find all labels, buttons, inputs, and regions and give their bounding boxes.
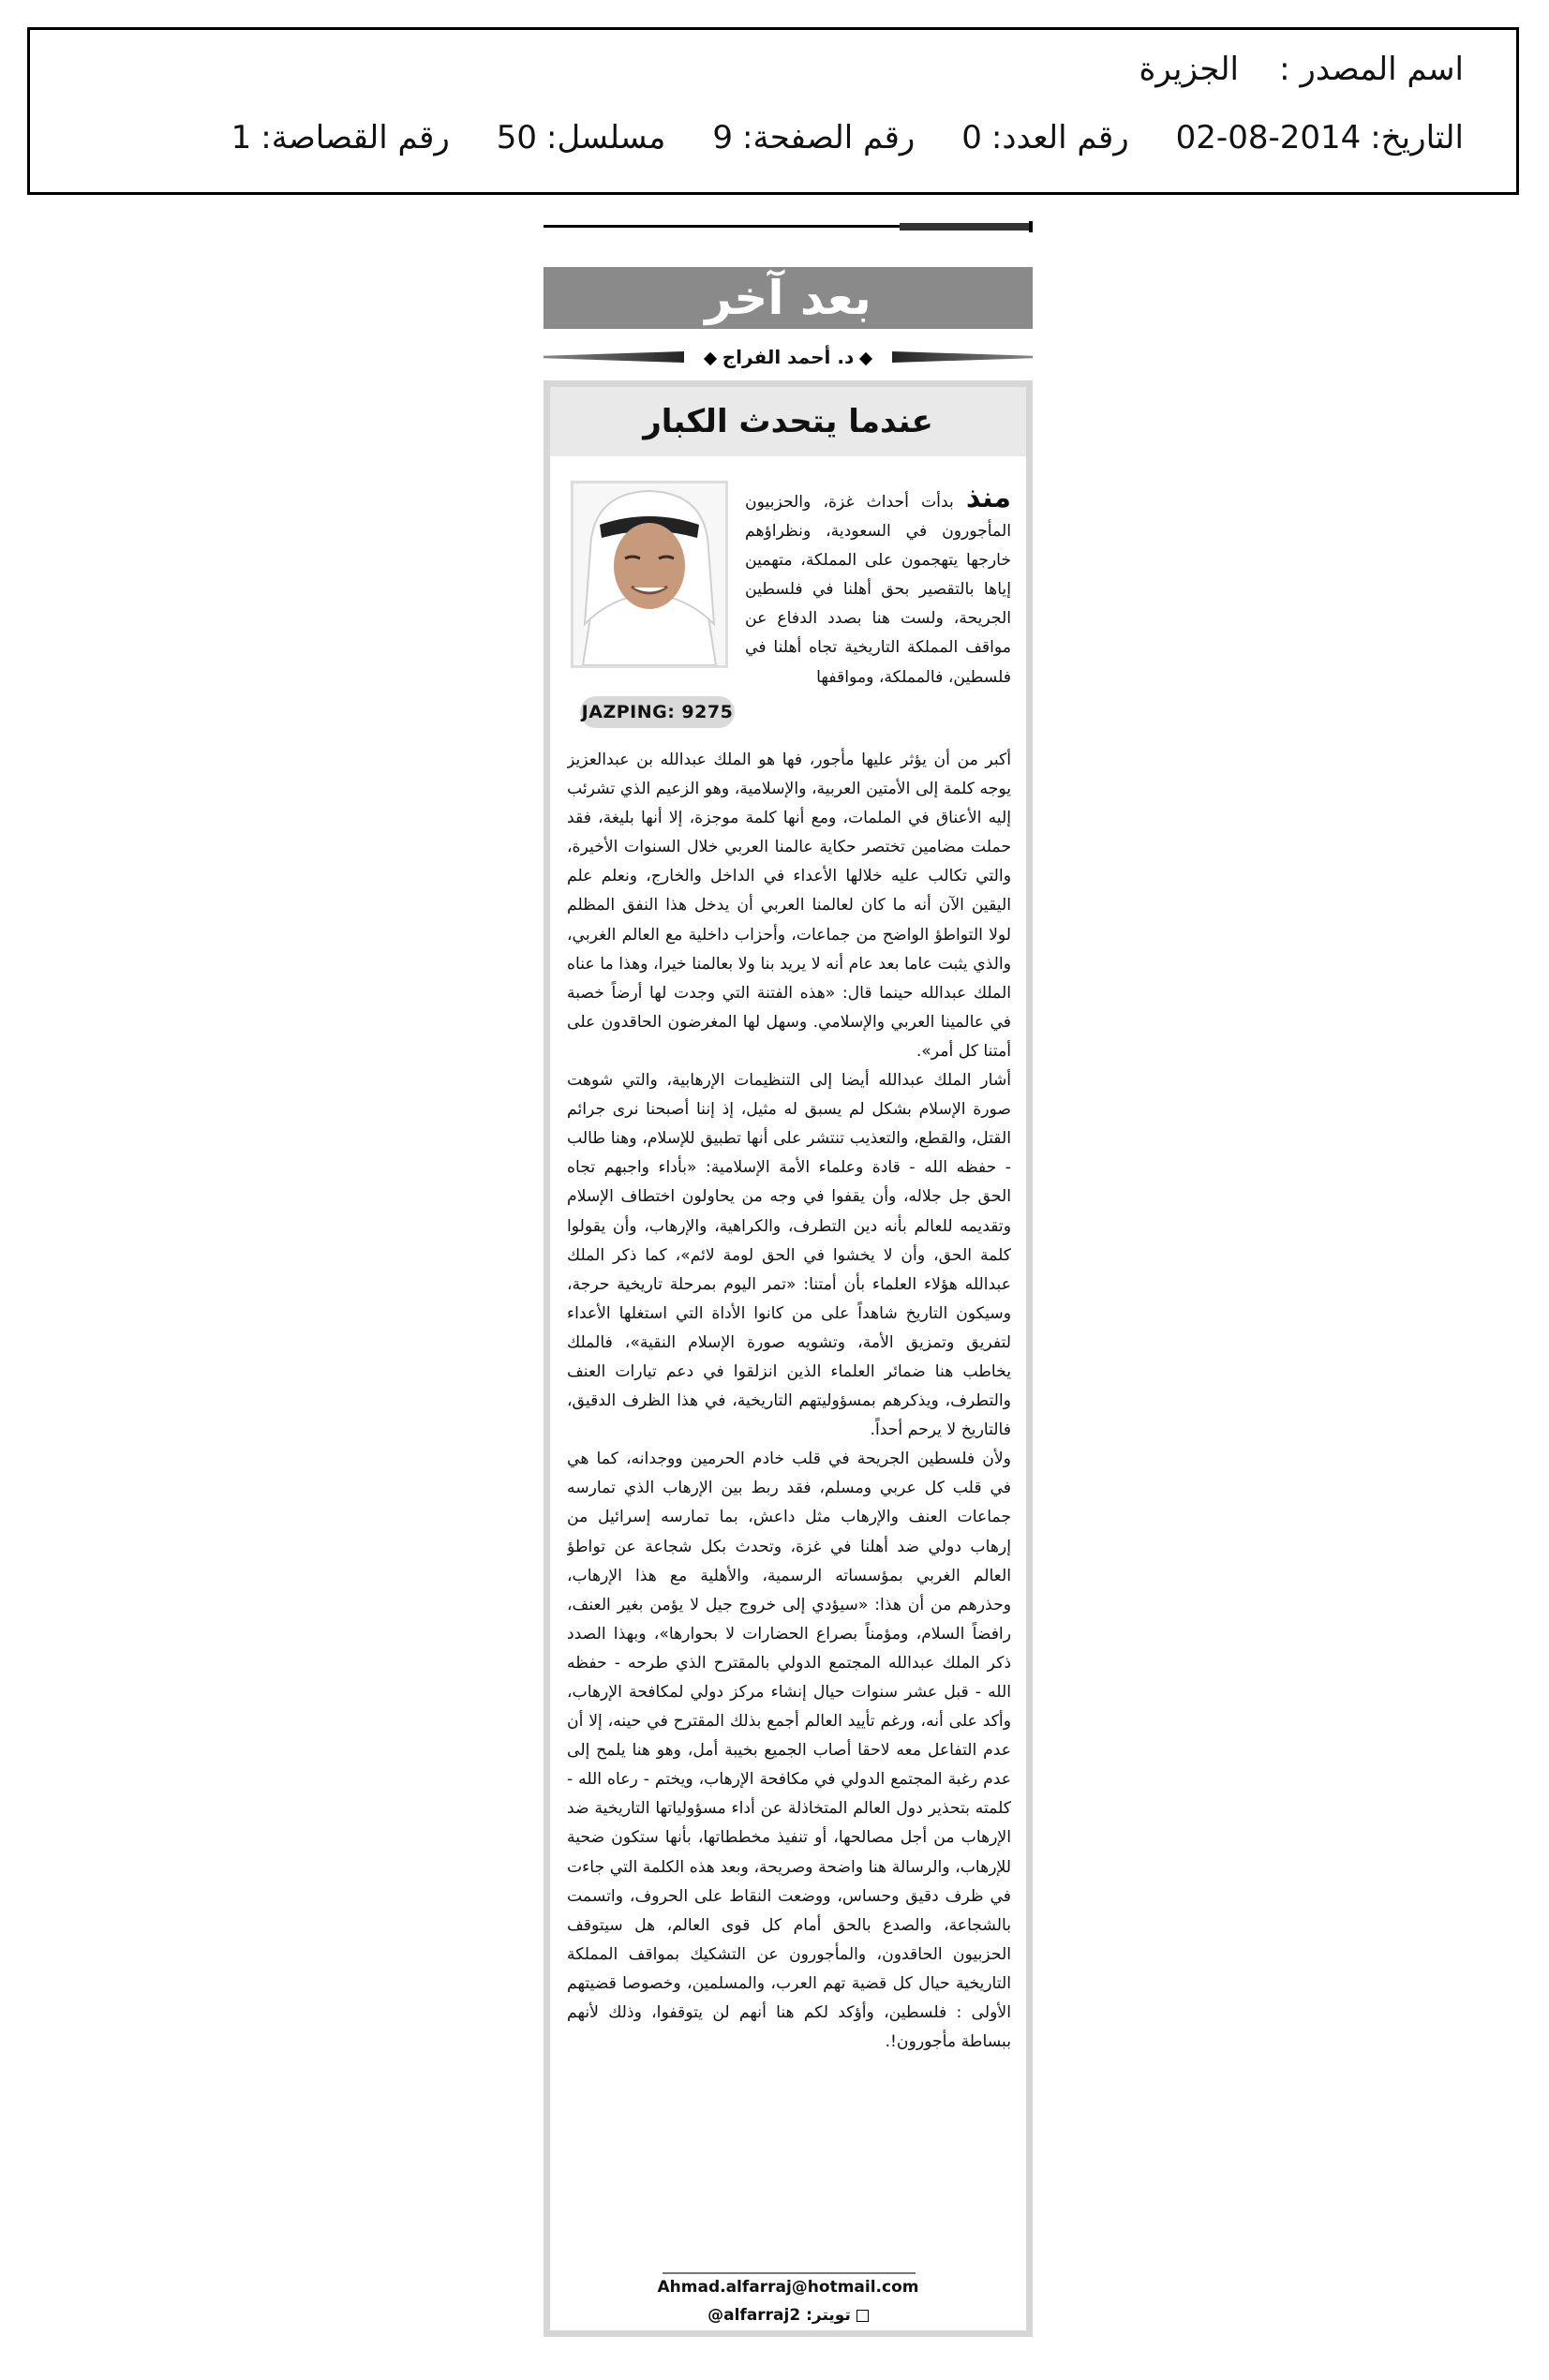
- author-portrait-icon: [573, 483, 725, 665]
- source-label: اسم المصدر :: [1279, 51, 1464, 88]
- checkbox-icon: [856, 2310, 869, 2322]
- article-intro-text: [745, 483, 1011, 746]
- diamond-icon: [859, 351, 872, 364]
- author-name: د. أحمد الفراج: [722, 346, 855, 368]
- clip-value: 1: [231, 119, 252, 156]
- issue-field: [961, 119, 1128, 156]
- column-name-banner: بعد آخر: [544, 267, 1033, 329]
- page-label: رقم الصفحة:: [742, 119, 916, 156]
- byline-wedge-right: [892, 351, 1033, 363]
- source-row: [1139, 51, 1464, 88]
- issue-value: 0: [961, 119, 982, 156]
- page-value: 9: [712, 119, 734, 156]
- byline-bar: [544, 344, 1033, 370]
- date-label: التاريخ:: [1370, 119, 1464, 156]
- clipping-top-rule-accent: [900, 223, 1033, 231]
- author-twitter: [550, 2306, 1026, 2325]
- date-value: 2014-08-02: [1175, 119, 1362, 156]
- intro-paragraph: بدأت أحداث غزة، والحزبيون المأجورون في السعودية، ونظراؤهم خارجها يتهجمون على المملكة، متهمين إياها بالتقصير بحق أهلنا في فلسطين الجريحة، ولست هنا بصدد الدفاع عن مواقف المملكة التاريخية تجاه أهلنا في فلسطين، فالمملكة، ومواقفها: [745, 493, 1011, 687]
- author-email: Ahmad.alfarraj@hotmail.com: [657, 2278, 919, 2297]
- paragraph-3: ولأن فلسطين الجريحة في قلب خادم الحرمين ووجدانه، كما هي في قلب كل عربي ومسلم، فقد ربط بين الإرهاب الذي تمارسه جماعات العنف والإرهاب مثل داعش، بما تمارسه إسرائيل من إرهاب دولي ضد أهلنا في غزة، وتحدث بكل شجاعة عن تواطؤ العالم الغربي بمؤسساته الرسمية، والأهلية مع هذا الإرهاب، وحذرهم من أن هذا: «سيؤدي إلى خروج جيل لا يؤمن بغير العنف، رافضاً السلام، ومؤمناً بصراع الحضارات لا بحوارها»، وبهذا الصدد ذكر الملك عبدالله المجتمع الدولي بالمقترح الذي طرحه - حفظه الله - قبل عشر سنوات حيال إنشاء مركز دولي لمكافحة الإرهاب، وأكد على أنه، ورغم تأييد العالم أجمع بذلك المقترح في حينه، إلا أن عدم التفاعل معه لاحقا أصاب الجميع بخيبة أمل، وهو هنا يلمح إلى عدم رغبة المجتمع الدولي في مكافحة الإرهاب، ويختم - رعاه الله - كلمته بتحذير دول العالم المتخاذلة عن أداء مسؤولياتها التاريخية ضد الإرهاب من أجل مصالحها، أو تنفيذ مخططاتها، بأنها ستكون ضحية للإرهاب، والرسالة هنا واضحة وصريحة، وبعد هذه الكلمة التي جاءت في ظرف دقيق وحساس، ووضعت النقاط على الحروف، واتسمت بالشجاعة، والصدع بالحق أمام كل قوى العالم، هل سيتوقف الحزبيون الحاقدون، والمأجورون عن التشكيك بمواقف المملكة التاريخية حيال كل قضية تهم العرب، والمسلمين، وخصوصا قضيتهم الأولى : فلسطين، وأؤكد لكم هنا أنهم لن يتوقفوا، وذلك لأنهم ببساطة مأجورون!.: [567, 1450, 1011, 2052]
- clipping-metadata-box: [27, 27, 1519, 195]
- dropcap: منذ: [965, 483, 1011, 514]
- byline-wedge-left: [544, 351, 684, 363]
- diamond-icon: [704, 351, 717, 364]
- article-frame: [544, 380, 1033, 2337]
- clip-label: رقم القصاصة:: [261, 119, 450, 156]
- byline: [684, 344, 892, 370]
- jazping-badge: JAZPING: 9275: [580, 696, 735, 728]
- paragraph-2: أشار الملك عبدالله أيضا إلى التنظيمات الإرهابية، والتي شوهت صورة الإسلام بشكل لم يسبق له مثيل، إذ إننا أصبحنا نرى جرائم القتل، والقطع، والتعذيب تنتشر على أنها تطبيق للإسلام، وهنا طالب - حفظه الله - قادة وعلماء الأمة الإسلامية: «بأداء واجبهم تجاه الحق جل جلاله، وأن يقفوا في وجه من يحاولون اختطاف الإسلام وتقديمه للعالم بأنه دين التطرف، والكراهية، والإرهاب، وأن يقولوا كلمة الحق، وأن لا يخشوا في الحق لومة لائم»، كما ذكر الملك عبدالله هؤلاء العلماء بأن أمتنا: «تمر اليوم بمرحلة تاريخية حرجة، وسيكون التاريخ شاهداً على من كانوا الأداة التي استغلها الأعداء لتفريق وتمزيق الأمة، وتشويه صورة الإسلام النقية»، فالملك يخاطب هنا ضمائر العلماء الذين انزلقوا في دعم تيارات العنف والتطرف، ويذكرهم بمسؤوليتهم التاريخية، في هذا الظرف الدقيق، فالتاريخ لا يرحم أحداً.: [567, 1071, 1011, 1440]
- clip-field: [231, 119, 450, 156]
- footer-rule: [663, 2272, 916, 2274]
- paragraph-1: أكبر من أن يؤثر عليها مأجور، فها هو الملك عبدالله بن عبدالعزيز يوجه كلمة إلى الأمتين العربية، والإسلامية، وهو الزعيم الذي تشرئب إليه الأعناق في الملمات، ومع أنها كلمة موجزة، إلا أنها بليغة، فقد حملت مضامين تختصر حكاية عالمنا العربي خلال السنوات الأخيرة، والتي تكالب عليه خلالها الأعداء في الداخل والخارج، ونعلم علم اليقين الآن أنه ما كان لعالمنا العربي أن يدخل هذا النفق المظلم لولا التواطؤ الواضح من جماعات، وأحزاب داخلية مع العالم الغربي، والذي يثبت عاما بعد عام أنه لا يريد بنا ولا بعالمنا خيرا، وهذا ما عناه الملك عبدالله حينما قال: «هذه الفتنة التي وجدت لها أرضاً خصبة في عالمينا العربي والإسلامي. وسهل لها المغرضون الحاقدون على أمتنا كل أمر».: [567, 751, 1011, 1061]
- serial-field: [497, 119, 666, 156]
- twitter-label: تويتر:: [806, 2306, 851, 2325]
- page-field: [712, 119, 915, 156]
- issue-label: رقم العدد:: [990, 119, 1129, 156]
- author-photo: [571, 481, 728, 668]
- twitter-handle: @alfarraj2: [707, 2306, 801, 2325]
- article-headline: عندما يتحدث الكبار: [550, 387, 1026, 456]
- serial-label: مسلسل:: [546, 119, 666, 156]
- details-row: [231, 119, 1464, 156]
- clipping-top-rule-end: [1029, 221, 1033, 232]
- source-value: الجزيرة: [1139, 51, 1239, 88]
- article-body-text: [567, 746, 1011, 2250]
- serial-value: 50: [496, 119, 538, 156]
- date-field: [1176, 119, 1464, 156]
